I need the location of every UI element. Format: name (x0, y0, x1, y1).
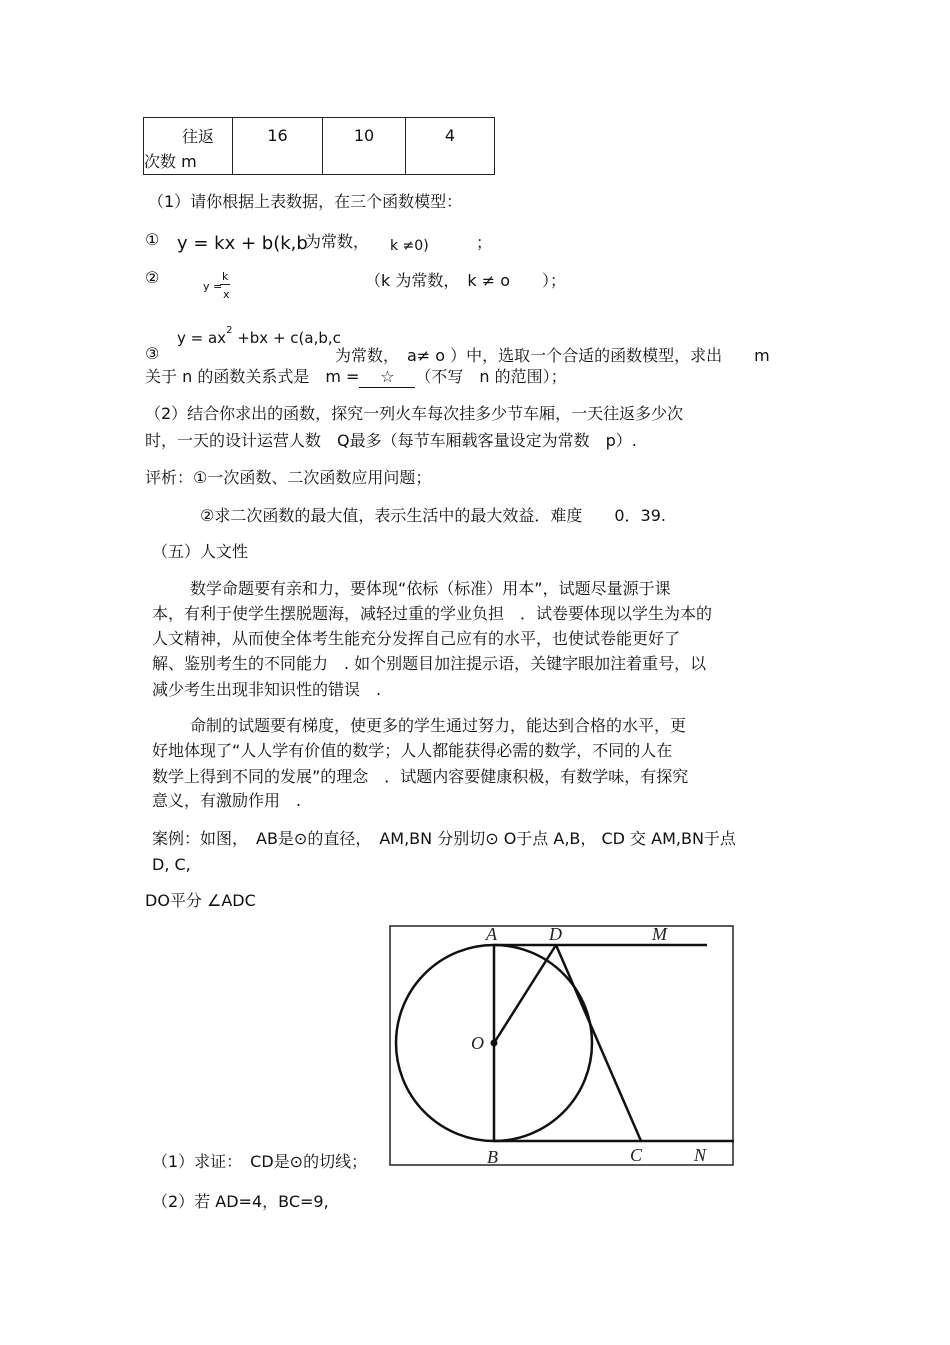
model3-condition: 为常数， a≠ o ）中，选取一个合适的函数模型，求出 m (335, 346, 770, 365)
para2-line: 数学上得到不同的发展”的理念 ．试题内容要健康积极，有数学味，有探究 (152, 767, 689, 786)
table-cell: 4 (406, 118, 495, 175)
answer-blank: ☆ (359, 367, 415, 388)
model1-end: ； (476, 233, 493, 252)
analysis-line2: ②求二次函数的最大值，表示生活中的最大效益．难度 0．39. (200, 506, 666, 525)
section-title: （五）人文性 (152, 542, 249, 561)
para1-line: 本，有利于使学生摆脱题海，减轻过重的学业负担 ．试卷要体现以学生为本的 (152, 604, 713, 623)
label-n: N (694, 1145, 707, 1165)
figure-border (390, 926, 733, 1165)
model2-fraction-denominator: x (223, 288, 230, 301)
model2-y: y = (203, 280, 223, 293)
label-b: B (487, 1147, 498, 1166)
q1-intro: （1）请你根据上表数据，在三个函数模型： (148, 192, 463, 211)
table-header-line2: 次数 m (144, 152, 197, 171)
para2-line: 命制的试题要有梯度，使更多的学生通过努力，能达到合格的水平，更 (190, 716, 687, 735)
model2-condition: （k 为常数， k ≠ o ）； (365, 271, 566, 290)
model1-formula: y = kx + b(k,b (177, 233, 308, 254)
para1-line: 减少考生出现非知识性的错误 . (152, 680, 382, 699)
example-line3: DO平分 ∠ADC (145, 891, 256, 910)
q2-line2: 时，一天的设计运营人数 Q最多（每节车厢载客量设定为常数 p）. (145, 431, 637, 450)
model1-condition-a: 为常数， (305, 232, 370, 251)
model1-condition-b: k ≠0) (390, 238, 429, 254)
table-cell: 10 (323, 118, 406, 175)
table-cell: 16 (233, 118, 323, 175)
model3-number: ③ (145, 344, 160, 363)
model2-fraction-numerator: k (222, 270, 229, 283)
label-a: A (486, 925, 497, 944)
para1-line: 解、鉴别考生的不同能力 . 如个别题目加注提示语，关键字眼加注着重号，以 (152, 654, 707, 673)
model1-number: ① (145, 230, 160, 249)
table-header-cell (144, 118, 233, 175)
label-m: M (652, 925, 667, 944)
segment-dc (556, 945, 641, 1141)
para1-line: 人文精神，从而使全体考生能充分发挥自己应有的水平，也使试卷能更好了 (152, 629, 681, 648)
label-d: D (549, 925, 562, 944)
label-c: C (630, 1145, 643, 1165)
model2-number: ② (145, 268, 160, 287)
table-row (144, 118, 495, 175)
relation-line: 关于 n 的函数关系式是 m = ☆ （不写 n 的范围）； (145, 367, 567, 386)
geometry-figure (389, 925, 734, 1166)
table-header-line1: 往返 (182, 127, 215, 146)
segment-od (494, 945, 556, 1043)
model3-formula: $y = ax^2 +bx + c(a,b,c$ (177, 325, 341, 347)
analysis-line1: 评析：①一次函数、二次函数应用问题； (145, 468, 432, 487)
para1-line: 数学命题要有亲和力，要体现“依标（标准）用本”，试题尽量源于课 (190, 579, 671, 598)
example-question2: （2）若 AD=4，BC=9, (152, 1192, 329, 1211)
data-table (143, 117, 495, 175)
center-point (491, 1040, 498, 1047)
label-o: O (471, 1033, 484, 1053)
fraction-bar (220, 284, 230, 285)
para2-line: 好地体现了“人人学有价值的数学；人人都能获得必需的数学，不同的人在 (152, 741, 673, 760)
para2-line: 意义，有激励作用 . (152, 791, 302, 810)
q2-line1: （2）结合你求出的函数，探究一列火车每次挂多少节车厢，一天往返多少次 (145, 404, 684, 423)
example-question1: （1）求证： CD是⊙的切线； (152, 1152, 368, 1171)
example-line2: D, C, (152, 855, 191, 874)
example-line1: 案例：如图， AB是⊙的直径， AM,BN 分别切⊙ O于点 A,B， CD 交 AM,BN于点 (152, 829, 736, 848)
